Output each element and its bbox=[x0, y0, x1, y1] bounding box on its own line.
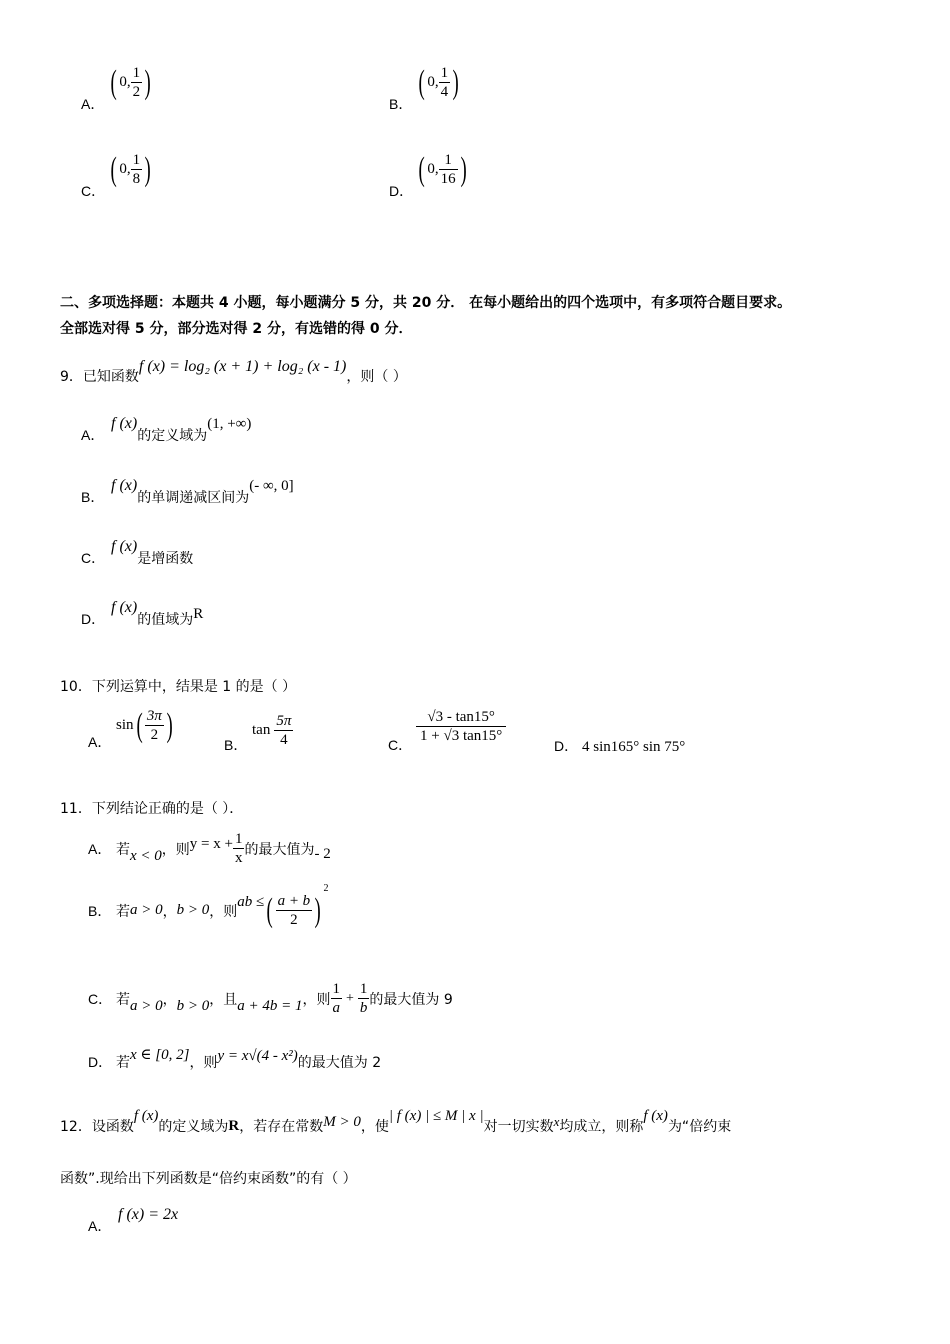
q8-option-d-interval: ( 0, $\frac{1}{16}$ ) bbox=[418, 150, 467, 188]
q9-option-c: C．f (x)是增函数 bbox=[81, 538, 194, 567]
q11-option-d: D． 若 x ∈ [0, 2] ，则 y = x√(4 - x²) 的最大值为 2 bbox=[88, 1046, 382, 1071]
q8-option-a-label: A． bbox=[81, 96, 105, 112]
section2-heading-line2: 全部选对得 5 分，部分选对得 2 分，有选错的得 0 分． bbox=[60, 321, 413, 337]
q11-option-a: A． 若 x < 0 ，则 y = x + $\frac{1}{x}$ 的最大值为 - 2 bbox=[88, 831, 331, 866]
q9-stem: 9．已知函数f (x) = log₂ (x + 1) + log₂ (x - 1)，则（ ） bbox=[60, 358, 407, 385]
q8-option-c-interval: ( 0, $\frac{1}{8}$ ) bbox=[110, 150, 151, 188]
q9-option-b: B．f (x)的单调递减区间为(- ∞, 0] bbox=[81, 477, 294, 506]
section2-heading-line1: 二、多项选择题：本题共 4 小题，每小题满分 5 分，共 20 分． 在每小题给出的四个选项中，有多项符合题目要求。 bbox=[60, 295, 792, 311]
q8-option-c-label: C． bbox=[81, 183, 106, 199]
q11-option-c: C． 若 a > 0 ， b > 0 ，且 a + 4b = 1 ，则 $\frac{1}{a}$ + $\frac{1}{b}$ 的最大值为 9 bbox=[88, 981, 453, 1016]
q8-option-a-interval: ( 0, $\frac{1}{2}$ ) bbox=[110, 63, 151, 101]
q9-option-a: A．f (x)的定义域为(1, +∞) bbox=[81, 415, 252, 444]
q8-option-b-interval: ( 0, $\frac{1}{4}$ ) bbox=[418, 63, 459, 101]
q10-option-c: C． $\frac{√3 - \tan 15^\circ}{1 + √3 \tan 15^\circ}$ bbox=[388, 708, 506, 745]
q8-option-d-label: D． bbox=[389, 183, 414, 199]
q11-stem: 11．下列结论正确的是（ ）． bbox=[60, 801, 244, 817]
q12-stem: 12．设函数 f (x) 的定义域为 R ，若存在常数 M > 0 ，使 | f (x) | ≤ M | x | 对一切实数 x 均成立，则称 f (x) 为“倍约束 bbox=[60, 1107, 732, 1135]
q8-option-b-label: B． bbox=[389, 96, 413, 112]
q9-option-d: D．f (x)的值域为R bbox=[81, 599, 204, 628]
q11-option-b: B． 若 a > 0 ， b > 0 ，则 ab ≤ ( $\frac{a + b}{2}$ ) 2 bbox=[88, 883, 329, 929]
q12-option-a: A．f (x) = 2x bbox=[88, 1206, 179, 1234]
q10-stem: 10．下列运算中，结果是 1 的是（ ） bbox=[60, 679, 297, 695]
q12-stem-line2: 函数”.现给出下列函数是“倍约束函数”的有（ ） bbox=[60, 1171, 357, 1187]
q10-option-d: D． 4 sin165° sin 75° bbox=[554, 738, 686, 755]
q10-option-a: A． sin ( $\frac{3\pi}{2}$ ) bbox=[88, 706, 173, 750]
q10-option-b: B． tan $\frac{5\pi}{4}$ bbox=[224, 713, 292, 753]
